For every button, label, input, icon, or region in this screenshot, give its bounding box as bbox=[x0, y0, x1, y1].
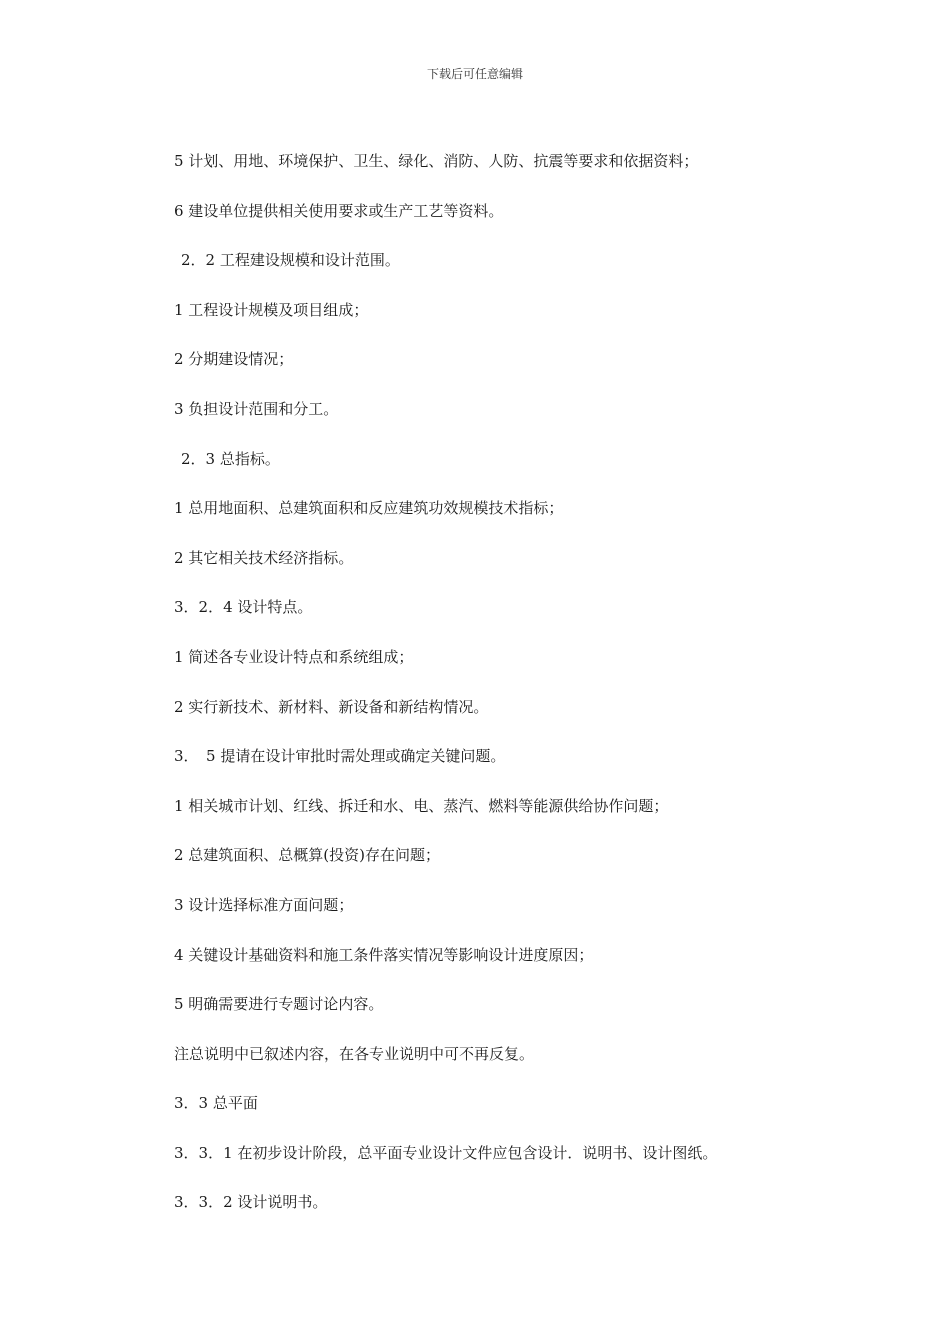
note-paragraph: 注总说明中已叙述内容，在各专业说明中可不再反复。 bbox=[174, 1044, 535, 1063]
paragraph: 2 分期建设情况； bbox=[174, 350, 294, 369]
paragraph: 4 关键设计基础资料和施工条件落实情况等影响设计进度原因； bbox=[174, 945, 594, 964]
section-heading: 2．2 工程建设规模和设计范围。 bbox=[181, 251, 400, 270]
paragraph: 3 负担设计范围和分工。 bbox=[174, 399, 339, 418]
page-header: 下载后可任意编辑 bbox=[426, 67, 523, 81]
paragraph: 2 其它相关技术经济指标。 bbox=[174, 548, 354, 567]
paragraph: 1 工程设计规模及项目组成； bbox=[174, 300, 369, 319]
paragraph: 5 明确需要进行专题讨论内容。 bbox=[174, 995, 384, 1014]
paragraph: 5 计划、用地、环境保护、卫生、绿化、消防、人防、抗震等要求和依据资料； bbox=[174, 152, 699, 170]
paragraph: 3．3．1 在初步设计阶段，总平面专业设计文件应包含设计．说明书、设计图纸。 bbox=[174, 1143, 718, 1162]
paragraph: 6 建设单位提供相关使用要求或生产工艺等资料。 bbox=[174, 201, 504, 220]
section-heading: 3．3 总平面 bbox=[174, 1094, 258, 1113]
section-heading: 3． 5 提请在设计审批时需处理或确定关键问题。 bbox=[174, 747, 506, 766]
paragraph: 1 相关城市计划、红线、拆迁和水、电、蒸汽、燃料等能源供给协作问题； bbox=[174, 796, 669, 815]
paragraph: 3 设计选择标准方面问题； bbox=[174, 895, 354, 914]
paragraph: 3．3．2 设计说明书。 bbox=[174, 1193, 328, 1212]
paragraph: 1 总用地面积、总建筑面积和反应建筑功效规模技术指标； bbox=[174, 499, 564, 518]
paragraph: 1 简述各专业设计特点和系统组成； bbox=[174, 647, 414, 666]
document-body bbox=[174, 151, 814, 1242]
paragraph: 2 实行新技术、新材料、新设备和新结构情况。 bbox=[174, 697, 489, 716]
section-heading: 2．3 总指标。 bbox=[181, 449, 280, 468]
paragraph: 2 总建筑面积、总概算(投资)存在问题； bbox=[174, 846, 441, 865]
section-heading: 3．2．4 设计特点。 bbox=[174, 598, 313, 617]
